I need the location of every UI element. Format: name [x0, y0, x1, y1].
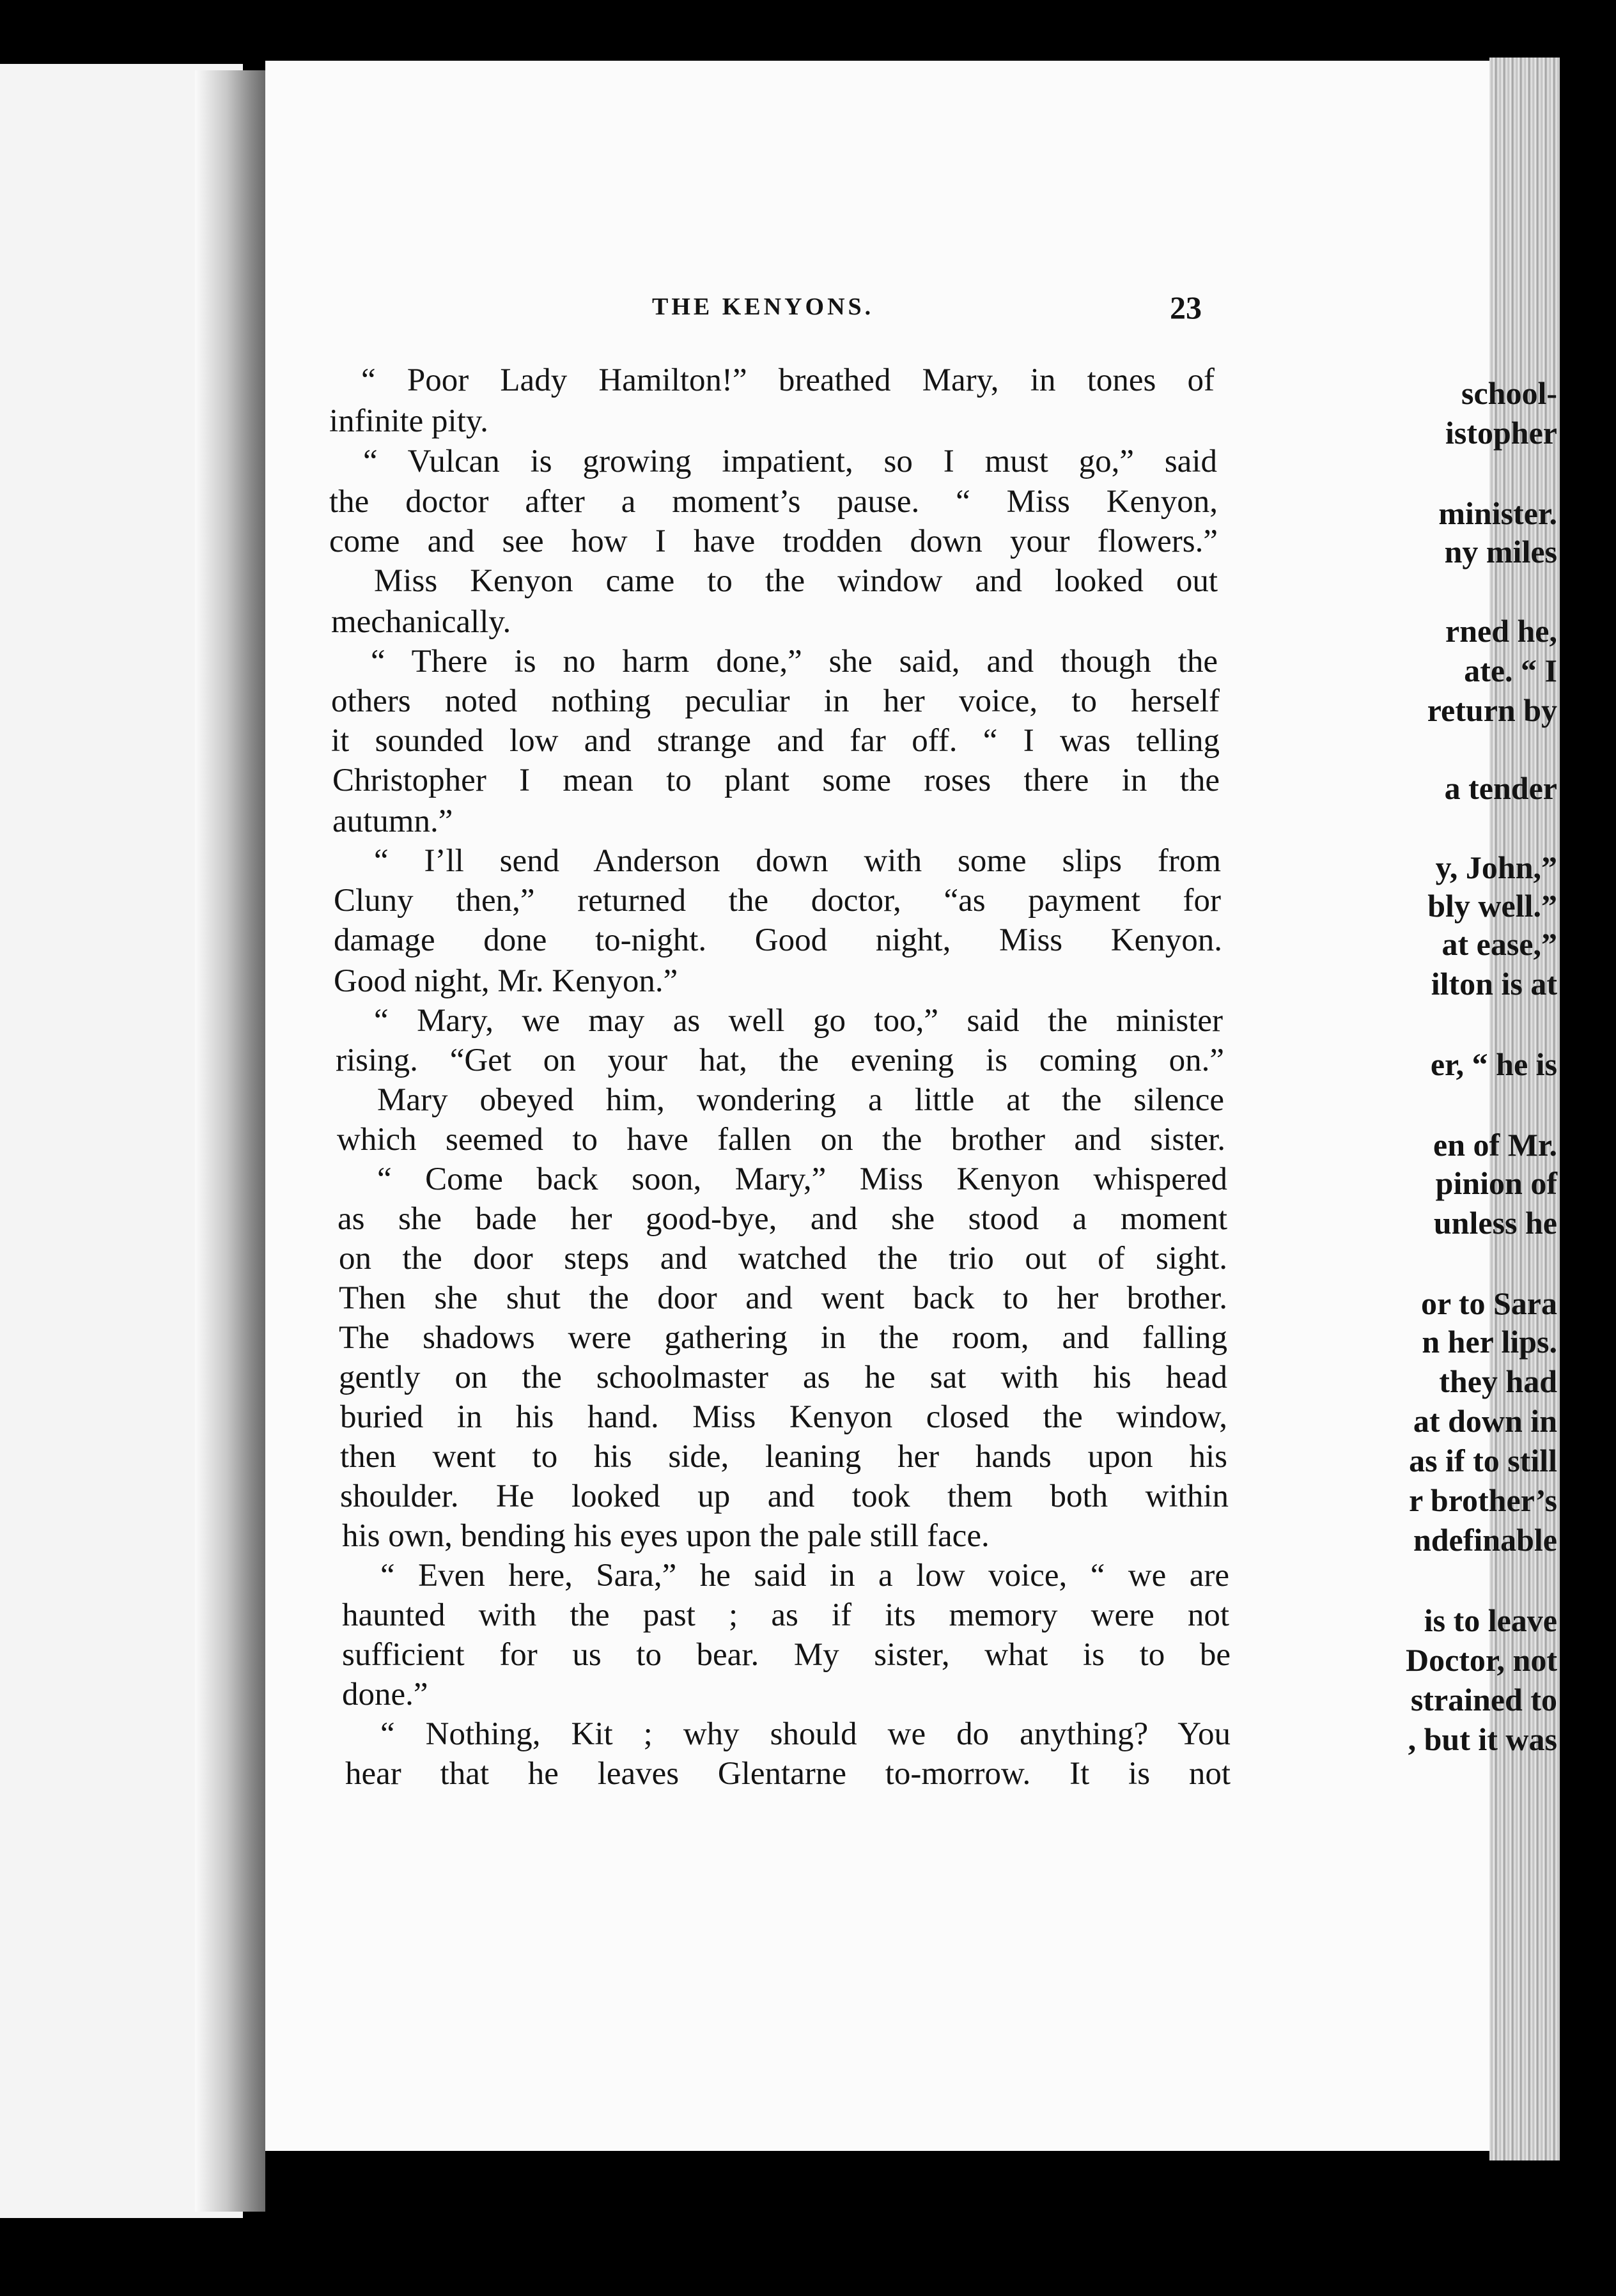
body-line: done.”: [342, 1677, 428, 1712]
body-line: damage done to-night. Good night, Miss Kenyon.: [334, 922, 1222, 958]
left-page-line: ilton is at: [1431, 966, 1557, 1002]
left-page-line: Doctor, not: [1405, 1642, 1557, 1678]
body-line: buried in his hand. Miss Kenyon closed the window,: [340, 1399, 1227, 1435]
left-page-line: en of Mr.: [1433, 1127, 1557, 1163]
body-line: Christopher I mean to plant some roses there in the: [332, 763, 1220, 798]
left-page-line: y, John,”: [1435, 849, 1557, 885]
body-line: “ Vulcan is growing impatient, so I must go,” said: [363, 444, 1217, 479]
body-line: Mary obeyed him, wondering a little at the silence: [377, 1082, 1224, 1118]
page-edges: [1489, 58, 1560, 2160]
left-page-line: ny miles: [1444, 534, 1557, 570]
running-head: THE KENYONS.: [652, 293, 874, 320]
body-line: mechanically.: [331, 604, 511, 640]
body-line: gently on the schoolmaster as he sat with his head: [339, 1360, 1227, 1395]
body-line: as she bade her good-bye, and she stood a moment: [338, 1201, 1227, 1237]
left-page-line: at down in: [1413, 1403, 1557, 1439]
body-line: then went to his side, leaning her hands upon his: [340, 1439, 1227, 1475]
body-line: rising. “Get on your hat, the evening is coming on.”: [336, 1043, 1224, 1078]
left-page-line: a tender: [1444, 770, 1557, 806]
left-page-line: pinion of: [1435, 1165, 1557, 1201]
body-line: “ Nothing, Kit ; why should we do anything? You: [380, 1716, 1231, 1752]
body-line: others noted nothing peculiar in her voice, to herself: [331, 683, 1220, 719]
body-line: autumn.”: [332, 803, 453, 839]
body-line: the doctor after a moment’s pause. “ Miss Kenyon,: [329, 484, 1218, 520]
left-page-line: ate. “ I: [1464, 653, 1557, 688]
body-line: infinite pity.: [329, 403, 488, 439]
body-line: on the door steps and watched the trio out of sight.: [339, 1241, 1227, 1276]
left-page-line: , but it was: [1408, 1721, 1557, 1757]
body-line: sufficient for us to bear. My sister, what is to be: [342, 1637, 1231, 1673]
body-line: The shadows were gathering in the room, and falling: [339, 1320, 1227, 1356]
page-number: 23: [1170, 290, 1202, 325]
left-page-line: r brother’s: [1409, 1482, 1557, 1518]
body-line: shoulder. He looked up and took them both within: [340, 1478, 1229, 1514]
body-line: Cluny then,” returned the doctor, “as payment for: [334, 883, 1221, 919]
left-page-line: or to Sara: [1421, 1285, 1557, 1321]
left-page-line: bly well.”: [1427, 888, 1557, 924]
body-line: which seemed to have fallen on the brother and sister.: [337, 1122, 1225, 1158]
body-line: haunted with the past ; as if its memory were not: [342, 1597, 1229, 1633]
body-line: “ I’ll send Anderson down with some slips from: [374, 843, 1221, 879]
left-page-line: rned he,: [1445, 613, 1557, 649]
left-page-line: return by: [1427, 692, 1557, 728]
body-line: come and see how I have trodden down your flowers.”: [329, 524, 1218, 559]
left-page-line: is to leave: [1424, 1602, 1557, 1638]
body-line: Miss Kenyon came to the window and looked out: [374, 563, 1218, 599]
left-page-line: ndefinable: [1413, 1522, 1557, 1558]
body-line: his own, bending his eyes upon the pale still face.: [342, 1518, 990, 1554]
left-page-line: istopher: [1445, 415, 1557, 451]
body-line: “ Mary, we may as well go too,” said the minister: [374, 1003, 1223, 1039]
left-page-line: minister.: [1438, 495, 1557, 531]
body-line: “ Come back soon, Mary,” Miss Kenyon whispered: [377, 1161, 1227, 1197]
body-line: Then she shut the door and went back to her brother.: [339, 1280, 1227, 1316]
left-page-line: school-: [1461, 375, 1557, 411]
body-line: Good night, Mr. Kenyon.”: [334, 963, 678, 999]
left-page-line: strained to: [1410, 1682, 1557, 1718]
body-line: “ Even here, Sara,” he said in a low voice, “ we are: [380, 1558, 1229, 1594]
body-line: “ There is no harm done,” she said, and though the: [371, 644, 1218, 679]
body-line: it sounded low and strange and far off. “ I was telling: [331, 723, 1220, 759]
left-page-line: they had: [1439, 1363, 1557, 1399]
left-page-line: as if to still: [1409, 1443, 1557, 1478]
left-page-line: n her lips.: [1422, 1324, 1557, 1360]
body-line: hear that he leaves Glentarne to-morrow. It is not: [345, 1756, 1231, 1792]
left-page-line: unless he: [1433, 1205, 1557, 1241]
left-page-line: at ease,”: [1441, 926, 1557, 962]
left-page-line: er, “ he is: [1430, 1046, 1557, 1082]
book-gutter-shadow: [195, 70, 265, 2212]
body-line: “ Poor Lady Hamilton!” breathed Mary, in tones of: [361, 362, 1215, 398]
